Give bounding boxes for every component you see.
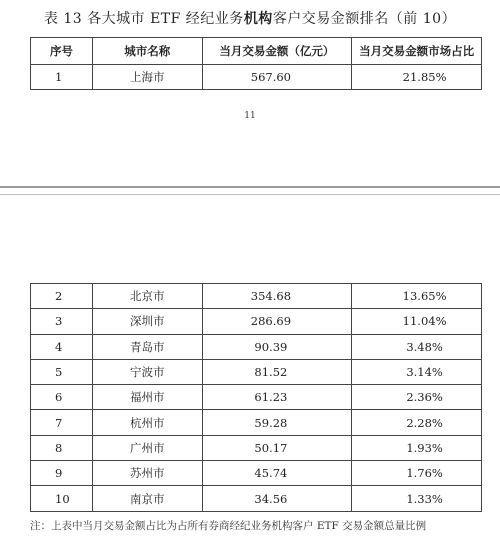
page-number: 11	[244, 111, 256, 121]
cell-city: 南京市	[92, 486, 202, 511]
ranking-table-part-2	[30, 283, 482, 512]
cell-city: 宁波市	[92, 359, 202, 384]
header-city: 城市名称	[92, 38, 202, 65]
cell-share: 21.85%	[352, 65, 482, 90]
cell-amount: 567.60	[202, 65, 352, 90]
cell-amount: 354.68	[202, 284, 352, 309]
cell-no: 4	[31, 334, 93, 359]
title-suffix: 客户交易金额排名（前 10）	[272, 11, 457, 27]
ranking-table-part-1	[30, 37, 482, 90]
cell-amount: 61.23	[202, 385, 352, 410]
table-row	[31, 284, 482, 309]
cell-share: 1.33%	[352, 486, 482, 511]
table-row	[31, 359, 482, 384]
header-row	[31, 38, 482, 65]
cell-share: 3.48%	[352, 334, 482, 359]
header-amount: 当月交易金额（亿元）	[202, 38, 352, 65]
table-row	[31, 309, 482, 334]
cell-amount: 34.56	[202, 486, 352, 511]
cell-amount: 59.28	[202, 410, 352, 435]
cell-share: 1.76%	[352, 461, 482, 486]
cell-no: 7	[31, 410, 93, 435]
cell-share: 13.65%	[352, 284, 482, 309]
cell-city: 深圳市	[92, 309, 202, 334]
table-row	[31, 435, 482, 460]
table-row	[31, 334, 482, 359]
table-row	[31, 410, 482, 435]
title-prefix: 表 13 各大城市 ETF 经纪业务	[43, 11, 244, 27]
cell-no: 1	[31, 65, 93, 90]
cell-city: 北京市	[92, 284, 202, 309]
cell-amount: 81.52	[202, 359, 352, 384]
header-share: 当月交易金额市场占比	[352, 38, 482, 65]
table-row	[31, 65, 482, 90]
title-bold: 机构	[243, 11, 273, 27]
page-break-divider	[0, 186, 500, 188]
cell-city: 杭州市	[92, 410, 202, 435]
cell-share: 1.93%	[352, 435, 482, 460]
cell-amount: 45.74	[202, 461, 352, 486]
cell-share: 3.14%	[352, 359, 482, 384]
cell-city: 上海市	[92, 65, 202, 90]
cell-share: 2.36%	[352, 385, 482, 410]
page-break-divider-light	[0, 194, 500, 195]
header-no: 序号	[31, 38, 93, 65]
cell-share: 11.04%	[352, 309, 482, 334]
cell-amount: 286.69	[202, 309, 352, 334]
cell-amount: 90.39	[202, 334, 352, 359]
cell-city: 福州市	[92, 385, 202, 410]
cell-city: 青岛市	[92, 334, 202, 359]
cell-no: 10	[31, 486, 93, 511]
table-row	[31, 385, 482, 410]
cell-no: 8	[31, 435, 93, 460]
cell-city: 广州市	[92, 435, 202, 460]
cell-no: 5	[31, 359, 93, 384]
cell-city: 苏州市	[92, 461, 202, 486]
table-row	[31, 486, 482, 511]
cell-no: 2	[31, 284, 93, 309]
cell-no: 6	[31, 385, 93, 410]
cell-no: 3	[31, 309, 93, 334]
table-title	[0, 8, 500, 28]
cell-no: 9	[31, 461, 93, 486]
table-row	[31, 461, 482, 486]
cell-amount: 50.17	[202, 435, 352, 460]
cell-share: 2.28%	[352, 410, 482, 435]
footnote: 注：上表中当月交易金额占比为占所有券商经纪业务机构客户 ETF 交易金额总量比例	[30, 520, 427, 532]
